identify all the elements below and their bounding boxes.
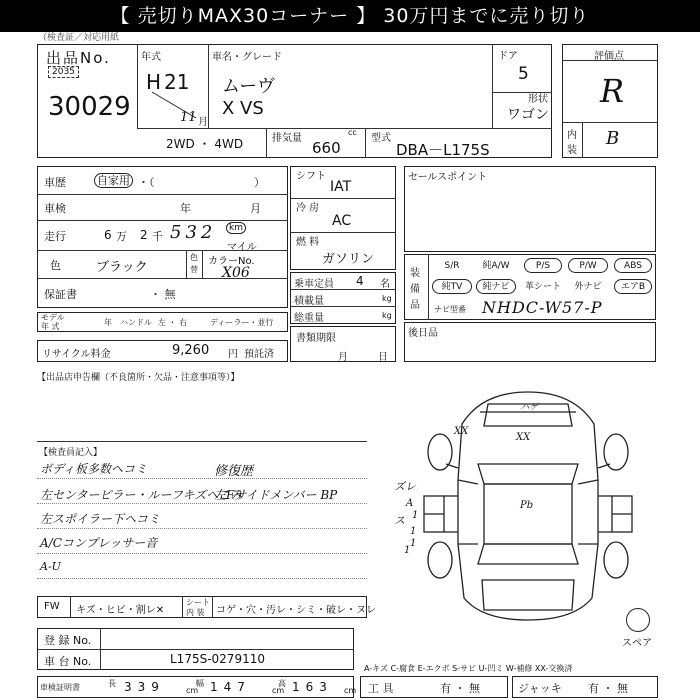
displacement-unit: cc xyxy=(348,128,357,137)
handle-value: 左 ・ 右 xyxy=(158,318,188,327)
lot-label: 出品No. xyxy=(46,49,111,67)
displacement-value: 660 xyxy=(312,139,341,157)
damage-legend: A-キズ C-腐食 E-エクボ S-サビ U-凹ミ W-補修 XX-交換済 xyxy=(364,664,573,673)
year-value: 21 xyxy=(164,70,190,94)
cert-length-value: 339 xyxy=(124,680,165,694)
navi-model-label: ナビ型番 xyxy=(434,305,466,314)
diagram-mark-pb: Pb xyxy=(520,500,534,511)
ac-value: AC xyxy=(332,213,352,229)
jack-label: ジャッキ xyxy=(518,682,562,695)
history-label: 車歴 xyxy=(44,176,66,189)
inspector-note-1: ボディ板多数ヘコミ xyxy=(40,462,148,476)
score-value: R xyxy=(600,72,625,110)
history-close: ） xyxy=(254,176,265,189)
year-slash-line xyxy=(150,90,200,120)
weight-unit: kg xyxy=(382,311,392,320)
seat-label-1: シート xyxy=(186,598,210,607)
capacity-label: 乗車定員 xyxy=(294,279,334,290)
doc-period-label: 書類期限 xyxy=(296,333,336,344)
type-value: DBA－L175S xyxy=(396,141,490,159)
door-label: ドア xyxy=(498,51,518,62)
recycle-unit: 円 xyxy=(228,349,238,360)
score-label: 評価点 xyxy=(594,51,624,62)
history-value-wrap xyxy=(94,172,133,188)
mileage-km-unit: km xyxy=(226,222,246,234)
fuel-value: ガソリン xyxy=(322,252,375,267)
equip-tv: 純TV xyxy=(432,279,472,294)
inspector-note-5: A-U xyxy=(40,560,61,573)
spare-tire-icon xyxy=(626,608,650,632)
color-label: 色 xyxy=(50,259,61,272)
recycle-value: 9,260 xyxy=(172,343,210,358)
cert-length-unit: cm xyxy=(186,686,199,695)
shift-value: IAT xyxy=(330,179,352,195)
diagram-mark-hage: ハゲ xyxy=(520,403,539,413)
jack-value: 有 ・ 無 xyxy=(588,682,628,695)
equip-power-steering: P/S xyxy=(524,258,562,273)
type-label: 型式 xyxy=(371,133,391,144)
weight-label: 総重量 xyxy=(294,313,324,324)
ac-label: 冷 房 xyxy=(296,203,320,214)
year-month: 11 xyxy=(180,110,197,125)
registration-label: 登 録 No. xyxy=(44,634,92,647)
sales-point-label: セールスポイント xyxy=(408,172,488,183)
chassis-value: L175S-0279110 xyxy=(170,652,265,666)
diagram-mark-1a: 1 xyxy=(410,526,417,537)
model-label: 車名・グレード xyxy=(212,52,282,63)
cert-length-label: 長 xyxy=(108,679,116,688)
doc-period-day: 日 xyxy=(378,352,388,363)
load-unit: kg xyxy=(382,294,392,303)
shape-label: 形状 xyxy=(528,94,548,105)
later-input-label: 後日品 xyxy=(408,328,438,339)
seller-note-label: 【出品店申告欄（不良箇所・欠品・注意事項等）】 xyxy=(37,373,240,383)
inspector-note-4: A/Cコンプレッサー音 xyxy=(40,536,158,550)
history-dot: ・（ xyxy=(138,176,155,189)
diagram-mark-su: ス xyxy=(394,514,405,527)
equip-navi: 純ナビ xyxy=(476,279,516,294)
equip-ext-navi: 外ナビ xyxy=(574,282,602,292)
inspector-label: 【検査員記入】 xyxy=(39,448,103,458)
shape-value: ワゴン xyxy=(507,107,549,123)
mileage-sen: 2 xyxy=(140,228,148,242)
shift-label: シフト xyxy=(296,171,326,182)
diagram-mark-1c: 1 xyxy=(412,510,419,521)
warranty-label: 保証書 xyxy=(44,288,77,301)
mileage-sen-unit: 千 xyxy=(152,230,163,243)
equip-leather-seat: 革シート xyxy=(524,282,561,292)
banner-title: 【 売切りMAX30コーナー 】 30万円までに売り切り xyxy=(0,0,700,32)
cert-width-value: 147 xyxy=(210,680,251,694)
capacity-value: 4 xyxy=(356,274,364,288)
year-era: H xyxy=(146,70,162,94)
color-no-label: カラーNo. xyxy=(208,256,255,267)
tools-value: 有 ・ 無 xyxy=(440,682,480,695)
lot-stamp: 2035 xyxy=(48,66,79,78)
diagram-mark-xx-center: XX xyxy=(516,432,531,443)
certificate-label: 車検証明書 xyxy=(40,683,80,692)
year-label: 年式 xyxy=(141,52,161,63)
inspector-note-right-1: 修復歴 xyxy=(214,464,254,479)
color-value: ブラック xyxy=(96,260,148,275)
doc-period-month: 月 xyxy=(338,352,348,363)
diagram-mark-xx-left: XX xyxy=(454,426,469,437)
mileage-man: 6 xyxy=(104,228,112,242)
seat-items: コゲ・穴・汚レ・シミ・破レ・ヌレ xyxy=(216,605,376,616)
interior-label-1: 内 xyxy=(567,130,577,141)
top-partial-text: （検査証／対応用紙 xyxy=(38,33,120,43)
color-change-2: 替 xyxy=(190,265,198,274)
cert-width-label: 幅 xyxy=(196,679,204,688)
interior-value: B xyxy=(606,128,620,149)
tools-label: 工 具 xyxy=(368,682,394,695)
dealer-label: ディーラー・並行 xyxy=(210,318,274,327)
recycle-note: 預託済 xyxy=(244,349,274,360)
inspector-note-3: 左スポイラー下ヘコミ xyxy=(40,512,161,526)
diagram-mark-1d: 1 xyxy=(404,545,411,556)
door-value: 5 xyxy=(518,64,529,84)
model-year-label-2: 年 式 xyxy=(41,322,60,331)
navi-model-value: NHDC-W57-P xyxy=(482,298,603,317)
inspection-year-unit: 年 xyxy=(180,202,191,215)
drive-text: 2WD ・ 4WD xyxy=(166,137,244,151)
car-damage-diagram xyxy=(402,384,654,628)
later-input-box xyxy=(404,322,656,362)
equip-sr: S/R xyxy=(444,261,460,271)
inspector-note-2: 左センターピラー・ルーフキズへこみ xyxy=(40,488,243,502)
color-no-value: X06 xyxy=(222,265,250,281)
model-year-label-1: モデル xyxy=(41,313,65,322)
color-change-1: 色 xyxy=(190,253,198,262)
seat-label-2: 内 装 xyxy=(186,608,205,617)
inspection-month-unit: 月 xyxy=(250,202,261,215)
recycle-label: リサイクル料金 xyxy=(42,349,111,360)
inspection-label: 車検 xyxy=(44,202,66,215)
equipment-label-1: 装 xyxy=(410,268,420,279)
equipment-label-3: 品 xyxy=(410,300,420,311)
year-month-unit: 月 xyxy=(198,117,208,128)
load-label: 積載量 xyxy=(294,296,324,307)
lot-number: 30029 xyxy=(48,92,131,122)
equipment-label-2: 備 xyxy=(410,284,420,295)
diagram-mark-1b: 1 xyxy=(410,538,417,549)
diagram-mark-a: A xyxy=(406,498,414,509)
equip-airbag: エアB xyxy=(614,279,652,294)
model-grade: X VS xyxy=(222,98,264,119)
mileage-digits: 532 xyxy=(170,222,217,243)
cert-height-unit: cm xyxy=(344,686,357,695)
history-value: 自家用 xyxy=(94,173,133,188)
mileage-man-unit: 万 xyxy=(116,230,127,243)
fw-items: キズ・ヒビ・割レ✕ xyxy=(76,605,165,616)
handle-label: ハンドル xyxy=(120,318,152,327)
chassis-label: 車 台 No. xyxy=(44,655,92,668)
cert-height-value: 163 xyxy=(292,680,333,694)
model-name: ムーヴ xyxy=(222,76,276,97)
fw-label: FW xyxy=(44,601,60,612)
equip-abs: ABS xyxy=(614,258,652,273)
displacement-label: 排気量 xyxy=(272,133,302,144)
model-year-unit: 年 xyxy=(104,318,112,327)
diagram-mark-zure: ズレ xyxy=(394,480,416,493)
mileage-label: 走行 xyxy=(44,230,66,243)
fuel-label: 燃 料 xyxy=(296,237,320,248)
warranty-value: ・ 無 xyxy=(150,288,176,301)
capacity-unit: 名 xyxy=(380,279,390,290)
spare-label: スペア xyxy=(622,638,652,649)
equip-power-window: P/W xyxy=(568,258,608,273)
cert-width-unit: cm xyxy=(272,686,285,695)
cert-height-label: 高 xyxy=(278,679,286,688)
inspector-note-right-2: 左Fサイドメンバー BP xyxy=(214,488,338,502)
equip-alloy-wheel: 純A/W xyxy=(482,261,510,271)
interior-label-2: 装 xyxy=(567,145,577,156)
mileage-mile-unit: マイル xyxy=(227,242,257,253)
mileage-km-wrap xyxy=(226,223,246,233)
